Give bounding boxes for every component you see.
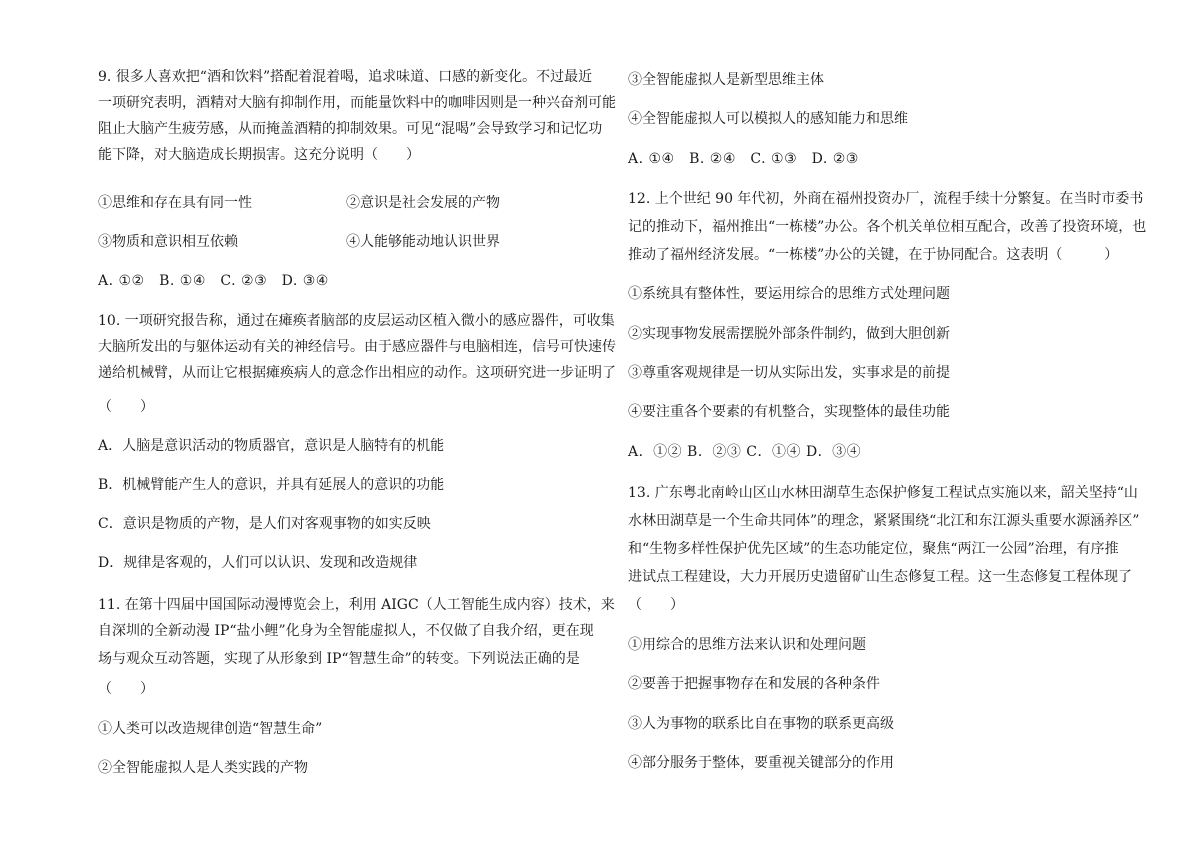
- question-10-line-1: 10. 一项研究报告称，通过在瘫痪者脑部的皮层运动区植入微小的感应器件，可收集: [98, 313, 615, 329]
- question-9-option-row-1: [98, 194, 608, 212]
- question-12-choices: A．①② B．②③ C．①④ D．③④: [628, 444, 862, 460]
- question-10-option-d: D．规律是客观的，人们可以认识、发现和改造规律: [98, 555, 418, 571]
- question-9-line-4: 能下降，对大脑造成长期损害。这充分说明（ ）: [98, 147, 420, 163]
- question-12-option-2: ②实现事物发展需摆脱外部条件制约，做到大胆创新: [628, 326, 950, 342]
- question-13-line-2: 水林田湖草是一个生命共同体”的理念，紧紧围绕“北江和东江源头重要水源涵养区”: [628, 513, 1140, 529]
- question-9-option-row-2: [98, 233, 608, 251]
- question-13-option-3: ③人为事物的联系比自在事物的联系更高级: [628, 716, 894, 732]
- question-11-choices: A. ①④ B. ②④ C. ①③ D. ②③: [628, 151, 859, 167]
- question-11-line-3: 场与观众互动答题，实现了从形象到 IP“智慧生命”的转变。下列说法正确的是: [98, 651, 580, 667]
- question-13-option-1: ①用综合的思维方法来认识和处理问题: [628, 637, 866, 653]
- question-13-option-2: ②要善于把握事物存在和发展的各种条件: [628, 676, 880, 692]
- question-10-option-a: A．人脑是意识活动的物质器官，意识是人脑特有的机能: [98, 438, 445, 454]
- question-12-line-1: 12. 上个世纪 90 年代初，外商在福州投资办厂，流程手续十分繁复。在当时市委书: [628, 191, 1144, 207]
- question-10-line-3: 递给机械臂，从而让它根据瘫痪病人的意念作出相应的动作。这项研究进一步证明了: [98, 365, 616, 381]
- question-13-line-4: 进试点工程建设，大力开展历史遗留矿山生态修复工程。这一生态修复工程体现了: [628, 569, 1132, 585]
- question-10-option-c: C．意识是物质的产物，是人们对客观事物的如实反映: [98, 516, 431, 532]
- question-12-line-3: 推动了福州经济发展。“一栋楼”办公的关键，在于协同配合。这表明（ ）: [628, 247, 1119, 263]
- question-9-option-3: ③物质和意识相互依赖: [98, 234, 238, 250]
- question-12-option-3: ③尊重客观规律是一切从实际出发，实事求是的前提: [628, 365, 950, 381]
- question-11-option-4: ④全智能虚拟人可以模拟人的感知能力和思维: [628, 111, 908, 127]
- question-9-choices: A. ①② B. ①④ C. ②③ D. ③④: [98, 273, 329, 289]
- question-12-option-1: ①系统具有整体性，要运用综合的思维方式处理问题: [628, 286, 950, 302]
- question-13-line-1: 13. 广东粤北南岭山区山水林田湖草生态保护修复工程试点实施以来，韶关坚持“山: [628, 485, 1138, 501]
- question-9-option-1: ①思维和存在具有同一性: [98, 195, 252, 211]
- question-11-line-4: （ ）: [98, 681, 154, 697]
- question-11-option-2: ②全智能虚拟人是人类实践的产物: [98, 760, 308, 776]
- question-9-line-3: 阻止大脑产生疲劳感，从而掩盖酒精的抑制效果。可见“混喝”会导致学习和记忆功: [98, 121, 603, 137]
- question-11-line-1: 11. 在第十四届中国国际动漫博览会上，利用 AIGC（人工智能生成内容）技术，来: [98, 597, 615, 613]
- question-13-option-4: ④部分服务于整体，要重视关键部分的作用: [628, 755, 894, 771]
- question-10-line-4: （ ）: [98, 399, 154, 415]
- question-11-option-3: ③全智能虚拟人是新型思维主体: [628, 72, 824, 88]
- question-12-line-2: 记的推动下，福州推出“一栋楼”办公。各个机关单位相互配合，改善了投资环境，也: [628, 219, 1147, 235]
- question-9-line-2: 一项研究表明，酒精对大脑有抑制作用，而能量饮料中的咖啡因则是一种兴奋剂可能: [98, 95, 616, 111]
- question-9-option-2: ②意识是社会发展的产物: [346, 195, 500, 211]
- question-9-option-4: ④人能够能动地认识世界: [346, 234, 500, 250]
- question-13-line-3: 和“生物多样性保护优先区域”的生态功能定位，聚焦“两江一公园”治理，有序推: [628, 541, 1119, 557]
- question-9-line-1: 9. 很多人喜欢把“酒和饮料”搭配着混着喝，追求味道、口感的新变化。不过最近: [98, 69, 593, 85]
- question-11-line-2: 自深圳的全新动漫 IP“盐小鲤”化身为全智能虚拟人，不仅做了自我介绍，更在现: [98, 623, 594, 639]
- question-10-line-2: 大脑所发出的与躯体运动有关的神经信号。由于感应器件与电脑相连，信号可快速传: [98, 339, 616, 355]
- question-12-option-4: ④要注重各个要素的有机整合，实现整体的最佳功能: [628, 404, 950, 420]
- question-13-line-5: （ ）: [628, 597, 684, 613]
- question-10-option-b: B．机械臂能产生人的意识，并具有延展人的意识的功能: [98, 477, 445, 493]
- question-11-option-1: ①人类可以改造规律创造“智慧生命”: [98, 721, 323, 737]
